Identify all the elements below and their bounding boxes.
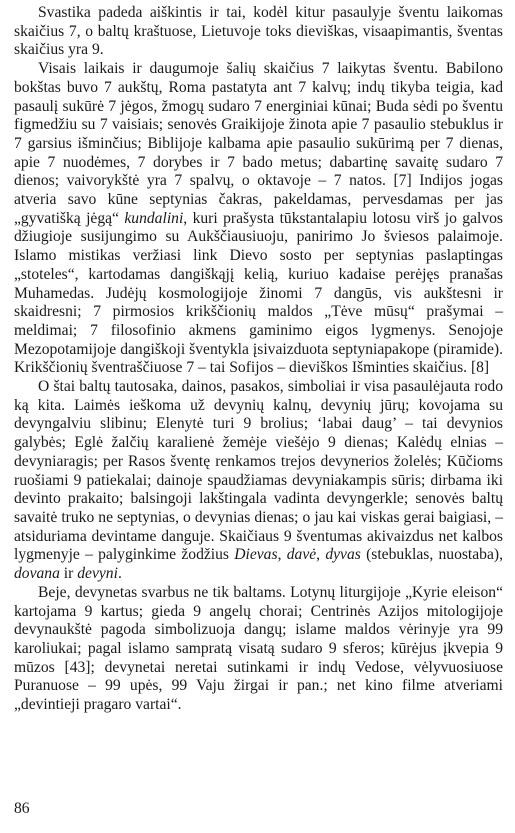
italic-term: dyvas <box>325 546 361 564</box>
paragraph-text: ir <box>59 565 78 583</box>
paragraph-text: O štai baltų tautosaka, dainos, pasakos, simboliai ir visa pasaulėjauta rodo ką kita. Laimės ieškoma už devynių kalnų, devynių jūrų; kovojama su devyngalviu slibinu; Elenytė turi 9 brolius; ‘labai daug’ – tai devynios galybės; Eglė žalčių karalienė žemėje viešėjo 9 dienas; Kalėdų elnias – devyniaragis; per Rasos šventę renkamos trejos devynerios žolelės; Kūčioms ruošiami 9 patiekalai; dainoje spaudžiamas devyniakampis sūris; dirbama iki devinto prakaito; balsingoji lakštingala vadinta devyngerkle; senovės baltų savaitė truko ne septynias, o devynias dienas; o jau kai viskas gerai baigiasi, – atsiduriama devintame danguje. Skaičiaus 9 šventumas akivaizdus net kalbos lygmenyje – palyginkime žodžius <box>14 378 503 564</box>
page-number: 86 <box>14 800 30 817</box>
italic-term: dovana <box>14 565 60 583</box>
paragraph-text: . <box>117 565 122 583</box>
paragraph <box>14 60 503 378</box>
italic-term: devyni <box>77 565 118 583</box>
paragraph-text: Svastika padeda aiškintis ir tai, kodėl kitur pasaulyje šventu laikomas skaičius 7, o baltų kraštuose, Lietuvoje toks dieviškas, visaapimantis, šventas skaičius yra 9. <box>14 4 503 59</box>
paragraph <box>14 584 503 715</box>
paragraph-text: , kuri prašysta tūkstantalapiu lotosu virš jo galvos džiugioje susijungimo su Aukščiausiuoju, panirimo Jo šviesos palaimoje. Islamo mistikas veržiasi link Dievo sosto per septynias paslaptingas „stoteles“, kartodamas dangiškąjį kelią, kuriuo kadaise perėjęs pranašas Muhamedas. Judėjų kosmologijoje žinomi 7 dangūs, vis aukštesni ir skaidresni; 7 pirmosios krikščionių maldos „Tėve mūsų“ prašymai – meldimai; 7 filosofinio akmens gaminimo eigos lygmenys. Senojoje Mezopotamijoje dangiškoji šventykla įsivaizduota septyniapakope (piramide). Krikščionių šventraščiuose 7 – tai Sofijos – dieviškos Išminties skaičius. [8] <box>14 209 503 377</box>
italic-term: Dievas <box>234 546 278 564</box>
italic-term: kundalini <box>124 209 184 227</box>
paragraph-text: , <box>277 546 287 564</box>
paragraph-text: Beje, devynetas svarbus ne tik baltams. Lotynų liturgijoje „Kyrie eleison“ kartojama 9 kartus; gieda 9 angelų chorai; Centrinės Azijos mitologijoje devynaukštė pagoda simbolizuoja dangų; islame maldos vėrinyje yra 99 karoliukai; pagal islamo sampratą visatą sudaro 9 sferos; kūrėjus įkvepia 9 mūzos [43]; devynetai neretai sutinkami ir indų Vedose, vėlyvuosiuose Puranuose – 99 upės, 99 Vaju žirgai ir pan.; net kino filme atveriami „devintieji pragaro vartai“. <box>14 583 503 714</box>
paragraph-text: Visais laikais ir daugumoje šalių skaičius 7 laikytas šventu. Babilono bokštas buvo 7 aukštų, Roma pastatyta ant 7 kalvų; indų tikyba teigia, kad pasaulį sukūrė 7 jėgos, žmogų sudaro 7 energiniai kūnai; Buda sėdi po šventu figmedžiu su 7 vaisiais; senovės Graikijoje žinota apie 7 pasaulio stebuklus ir 7 garsius išminčius; Biblijoje kalbama apie pasaulio sukūrimą per 7 dienas, apie 7 nuodėmes, 7 dorybes ir 7 bado metus; dabartinę savaitę sudaro 7 dienos; vaivorykštė yra 7 spalvų, o oktavoje – 7 natos. [7] Indijos jogas atveria savo kūne septynias čakras, pakeldamas, pervesdamas per jas „gyvatišką jėgą“ <box>14 60 503 227</box>
italic-term: davė <box>286 546 317 564</box>
paragraph <box>14 4 503 60</box>
paragraph-text: , <box>316 546 326 564</box>
paragraph-text: (stebuklas, nuostaba), <box>360 546 503 564</box>
paragraph <box>14 378 503 584</box>
page-body <box>14 4 503 715</box>
